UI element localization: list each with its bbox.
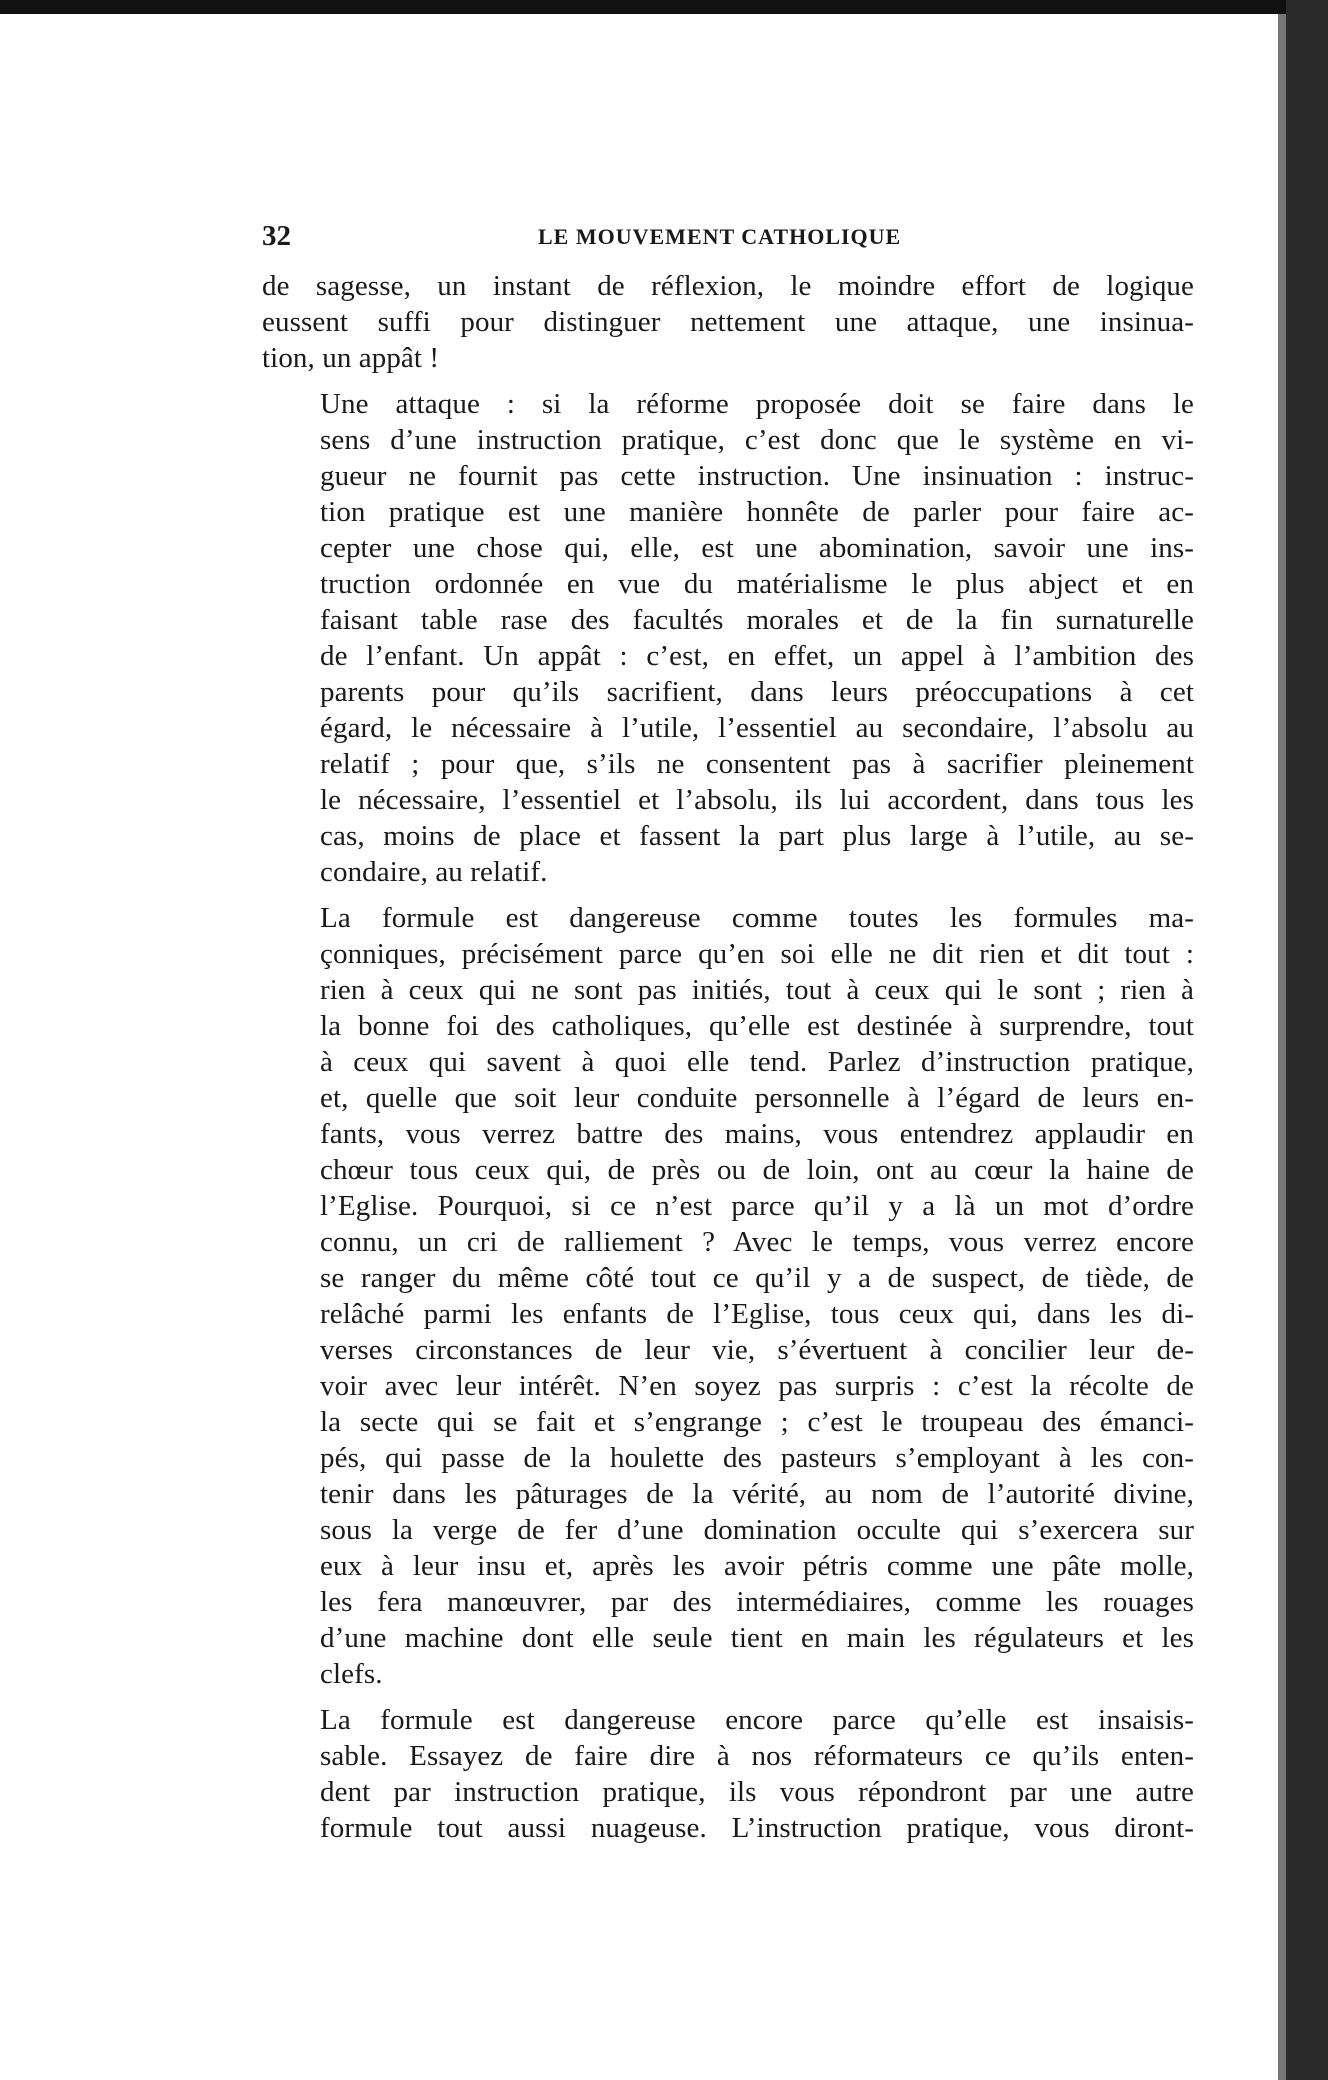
- text-line: tenir dans les pâturages de la vérité, au nom de l’autorité divine,: [320, 1478, 1194, 1510]
- text-line: se ranger du même côté tout ce qu’il y a de suspect, de tiède, de: [320, 1262, 1194, 1294]
- text-line: chœur tous ceux qui, de près ou de loin, ont au cœur la haine de: [320, 1154, 1194, 1186]
- text-line: La formule est dangereuse comme toutes les formules ma-: [320, 902, 1194, 934]
- text-line: clefs.: [320, 1658, 383, 1690]
- text-line: formule tout aussi nuageuse. L’instruction pratique, vous diront-: [320, 1812, 1194, 1844]
- scan-page-gutter: [1278, 14, 1286, 2080]
- text-line: eux à leur insu et, après les avoir pétris comme une pâte molle,: [320, 1550, 1194, 1582]
- text-line: parents pour qu’ils sacrifient, dans leurs préoccupations à cet: [320, 676, 1194, 708]
- text-line: l’Eglise. Pourquoi, si ce n’est parce qu’il y a là un mot d’ordre: [320, 1190, 1194, 1222]
- text-line: de sagesse, un instant de réflexion, le moindre effort de logique: [262, 270, 1194, 302]
- text-line: le nécessaire, l’essentiel et l’absolu, ils lui accordent, dans tous les: [320, 784, 1194, 816]
- scan-right-border: [1286, 0, 1328, 2080]
- text-line: sable. Essayez de faire dire à nos réformateurs ce qu’ils enten-: [320, 1740, 1194, 1772]
- text-line: d’une machine dont elle seule tient en main les régulateurs et les: [320, 1622, 1194, 1654]
- text-line: dent par instruction pratique, ils vous répondront par une autre: [320, 1776, 1194, 1808]
- scan-top-border: [0, 0, 1328, 14]
- text-line: voir avec leur intérêt. N’en soyez pas surpris : c’est la récolte de: [320, 1370, 1194, 1402]
- text-line: fants, vous verrez battre des mains, vous entendrez applaudir en: [320, 1118, 1194, 1150]
- text-line: La formule est dangereuse encore parce qu’elle est insaisis-: [320, 1704, 1194, 1736]
- page-content: [262, 220, 1194, 1846]
- running-head: [262, 220, 1194, 260]
- text-line: cas, moins de place et fassent la part plus large à l’utile, au se-: [320, 820, 1194, 852]
- text-line: çonniques, précisément parce qu’en soi elle ne dit rien et dit tout :: [320, 938, 1194, 970]
- text-line: pés, qui passe de la houlette des pasteurs s’employant à les con-: [320, 1442, 1194, 1474]
- text-line: relâché parmi les enfants de l’Eglise, tous ceux qui, dans les di-: [320, 1298, 1194, 1330]
- text-line: Une attaque : si la réforme proposée doit se faire dans le: [320, 388, 1194, 420]
- paragraph-1: [262, 268, 1194, 376]
- text-line: rien à ceux qui ne sont pas initiés, tout à ceux qui le sont ; rien à: [320, 974, 1194, 1006]
- text-line: tion pratique est une manière honnête de parler pour faire ac-: [320, 496, 1194, 528]
- text-line: cepter une chose qui, elle, est une abomination, savoir une ins-: [320, 532, 1194, 564]
- text-line: égard, le nécessaire à l’utile, l’essentiel au secondaire, l’absolu au: [320, 712, 1194, 744]
- text-line: connu, un cri de ralliement ? Avec le temps, vous verrez encore: [320, 1226, 1194, 1258]
- text-line: tion, un appât !: [262, 342, 440, 374]
- text-line: relatif ; pour que, s’ils ne consentent pas à sacrifier pleinement: [320, 748, 1194, 780]
- text-line: eussent suffi pour distinguer nettement une attaque, une insinua-: [262, 306, 1194, 338]
- text-line: verses circonstances de leur vie, s’évertuent à concilier leur de-: [320, 1334, 1194, 1366]
- text-line: et, quelle que soit leur conduite personnelle à l’égard de leurs en-: [320, 1082, 1194, 1114]
- text-line: gueur ne fournit pas cette instruction. Une insinuation : instruc-: [320, 460, 1194, 492]
- text-line: la bonne foi des catholiques, qu’elle est destinée à surprendre, tout: [320, 1010, 1194, 1042]
- text-line: sous la verge de fer d’une domination occulte qui s’exercera sur: [320, 1514, 1194, 1546]
- text-line: faisant table rase des facultés morales et de la fin surnaturelle: [320, 604, 1194, 636]
- text-line: de l’enfant. Un appât : c’est, en effet, un appel à l’ambition des: [320, 640, 1194, 672]
- paragraph-3: [262, 900, 1194, 1692]
- text-line: condaire, au relatif.: [320, 856, 548, 888]
- text-line: truction ordonnée en vue du matérialisme le plus abject et en: [320, 568, 1194, 600]
- paragraph-4: [262, 1702, 1194, 1846]
- text-line: à ceux qui savent à quoi elle tend. Parlez d’instruction pratique,: [320, 1046, 1194, 1078]
- paragraph-2: [262, 386, 1194, 890]
- text-line: sens d’une instruction pratique, c’est donc que le système en vi-: [320, 424, 1194, 456]
- text-line: les fera manœuvrer, par des intermédiaires, comme les rouages: [320, 1586, 1194, 1618]
- page-number: 32: [262, 220, 291, 252]
- running-title: LE MOUVEMENT CATHOLIQUE: [538, 224, 902, 249]
- text-line: la secte qui se fait et s’engrange ; c’est le troupeau des émanci-: [320, 1406, 1194, 1438]
